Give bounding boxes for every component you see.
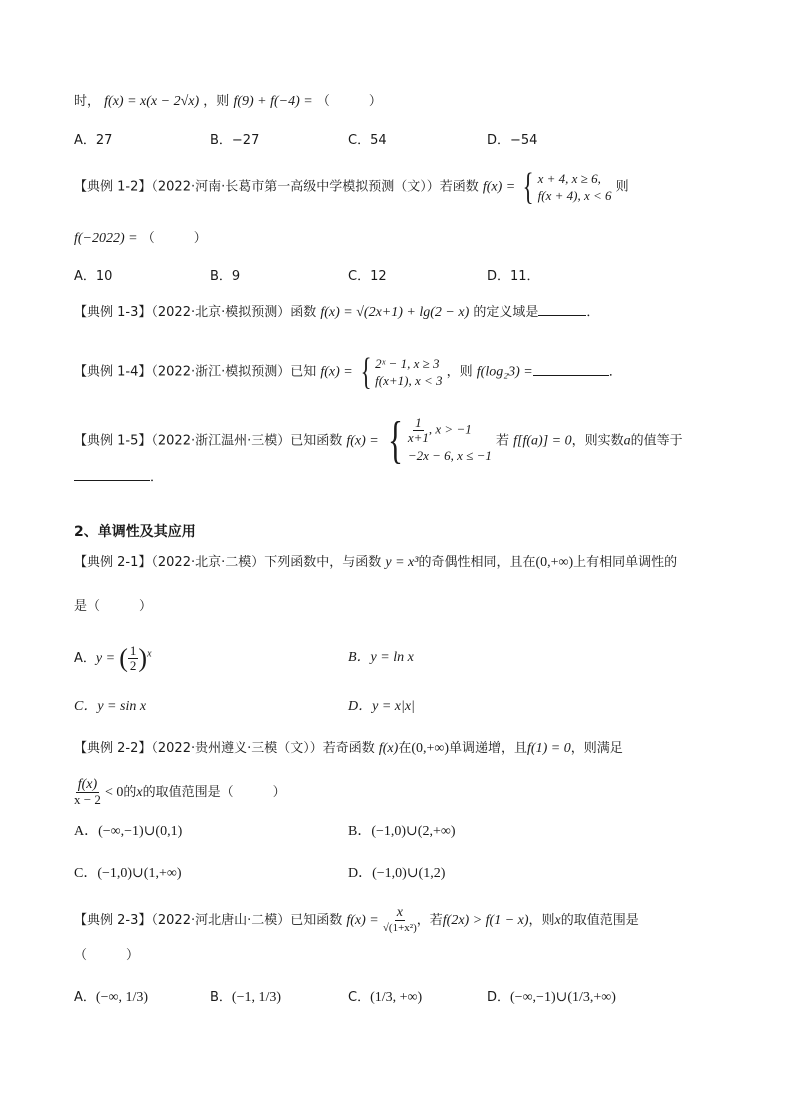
question-1-1-stem (74, 92, 382, 112)
option-d: D．(−∞,−1)∪(1/3,+∞) (487, 990, 616, 1005)
formula: f[f(a)] = 0 (513, 433, 572, 449)
formula: f(x) = √(2x+1) + lg(2 − x) (320, 305, 470, 320)
option-c: C．y = sin x (74, 699, 147, 714)
text: ，则 (203, 94, 230, 109)
question-2-3: 【典例 2-3】（2022·河北唐山·二模）已知函数 f(x) = $\frac{x}{\text{√(1+x²)}}$ ，若f(2x) > f(1 − x)，则x的取值范围是 (74, 905, 639, 934)
option-a: A．27 (74, 133, 113, 148)
option-d: D．(−1,0)∪(1,2) (348, 866, 446, 881)
example-tag: 【典例 2-1】 (74, 555, 152, 570)
option-b: B．−27 (210, 133, 260, 148)
formula: f(x) = (346, 433, 379, 449)
formula: f(9) + f(−4) = (233, 94, 313, 109)
question-1-5: 【典例 1-5】（2022·浙江温州·三模）已知函数 f(x) = { $\frac{1}{x+1}$ , x > −1 −2x − 6, x ≤ −1 若 f[f(a)] = 0，则实数a的值等于 (74, 412, 683, 469)
formula: y = x³ (385, 555, 419, 570)
answer-blank (538, 303, 586, 316)
question-2-3-line2: （ ） (74, 948, 140, 963)
option-d: D．y = x|x| (348, 699, 415, 714)
text: ，则 (446, 364, 473, 380)
example-tag: 【典例 2-3】 (74, 913, 152, 928)
question-2-2: 【典例 2-2】（2022·贵州遵义·三模（文））若奇函数 f(x)在(0,+∞)单调递增，且f(1) = 0，则满足 (74, 741, 623, 756)
question-text: （2022·北京·模拟预测）函数 (151, 305, 317, 320)
option-b: B．(−1,0)∪(2,+∞) (348, 824, 456, 839)
text: 时， (74, 94, 101, 109)
text: 则 (615, 179, 629, 195)
question-text: （2022·河南·长葛市第一高级中学模拟预测（文））若函数 (151, 179, 479, 195)
option-c: C．(−1,0)∪(1,+∞) (74, 866, 182, 881)
option-a: A．10 (74, 269, 113, 284)
piecewise: { $\frac{1}{x+1}$ , x > −1 −2x − 6, x ≤ −1 (387, 412, 492, 469)
example-tag: 【典例 2-2】 (74, 741, 152, 756)
option-d: D．−54 (487, 133, 538, 148)
question-1-4: 【典例 1-4】（2022·浙江·模拟预测）已知 f(x) = { 2ˣ − 1, x ≥ 3 f(x+1), x < 3 ，则 f(log₂3) = ． (74, 351, 622, 393)
example-tag: 【典例 1-5】 (74, 433, 152, 449)
option-c: C．12 (348, 269, 387, 284)
formula: f(x) = (482, 179, 516, 195)
formula: f(x) = x(x − 2√x) (104, 94, 200, 109)
formula: f(x) = (320, 364, 353, 380)
question-1-2 (74, 168, 629, 206)
option-a: A．y = ( $\frac{1}{2}$ )$^x$ (74, 643, 152, 673)
example-tag: 【典例 1-3】 (74, 305, 152, 320)
question-text: （2022·浙江温州·三模）已知函数 (151, 433, 343, 449)
answer-blank (74, 468, 150, 481)
question-1-3: 【典例 1-3】（2022·北京·模拟预测）函数 f(x) = √(2x+1) + lg(2 − x) 的定义域是 ． (74, 305, 600, 320)
option-c: C．(1/3, +∞) (348, 990, 423, 1005)
question-text: （2022·河北唐山·二模）已知函数 (151, 913, 343, 928)
question-text: （2022·浙江·模拟预测）已知 (151, 364, 317, 380)
option-a: A．(−∞, 1/3) (74, 990, 148, 1005)
option-c: C．54 (348, 133, 387, 148)
text: 若 (496, 433, 510, 449)
question-text: （2022·北京·二模）下列函数中，与函数 (151, 555, 382, 570)
example-tag: 【典例 1-4】 (74, 364, 152, 380)
formula: f(log₂3) = (476, 364, 533, 380)
section-title: 2、单调性及其应用 (74, 524, 196, 540)
question-2-1-line2: 是（ ） (74, 599, 153, 614)
option-b: B．(−1, 1/3) (210, 990, 282, 1005)
question-2-2-line2: $\frac{f(x)}{x - 2}$ < 0的x的取值范围是（ ） (74, 777, 286, 807)
piecewise: { 2ˣ − 1, x ≥ 3 f(x+1), x < 3 (360, 351, 443, 393)
option-b: B．9 (210, 269, 241, 284)
example-tag: 【典例 1-2】 (74, 179, 152, 195)
question-2-1: 【典例 2-1】（2022·北京·二模）下列函数中，与函数 y = x³的奇偶性相同，且在(0,+∞)上有相同单调性的 (74, 555, 678, 570)
question-1-5-line2: ． (74, 468, 163, 488)
piecewise: { x + 4, x ≥ 6, f(x + 4), x < 6 (523, 166, 612, 208)
question-text: （2022·贵州遵义·三模（文））若奇函数 (151, 741, 375, 756)
answer-paren: （ ） (141, 231, 207, 246)
formula: f(−2022) = (74, 231, 138, 246)
option-b: B．y = ln x (348, 650, 414, 665)
text: 的定义域是 (473, 305, 539, 320)
question-1-2-line2 (74, 229, 207, 249)
option-a: A．(−∞,−1)∪(0,1) (74, 824, 183, 839)
option-d: D．11． (487, 269, 540, 284)
answer-blank (533, 363, 609, 376)
answer-paren: （ ） (316, 94, 382, 109)
